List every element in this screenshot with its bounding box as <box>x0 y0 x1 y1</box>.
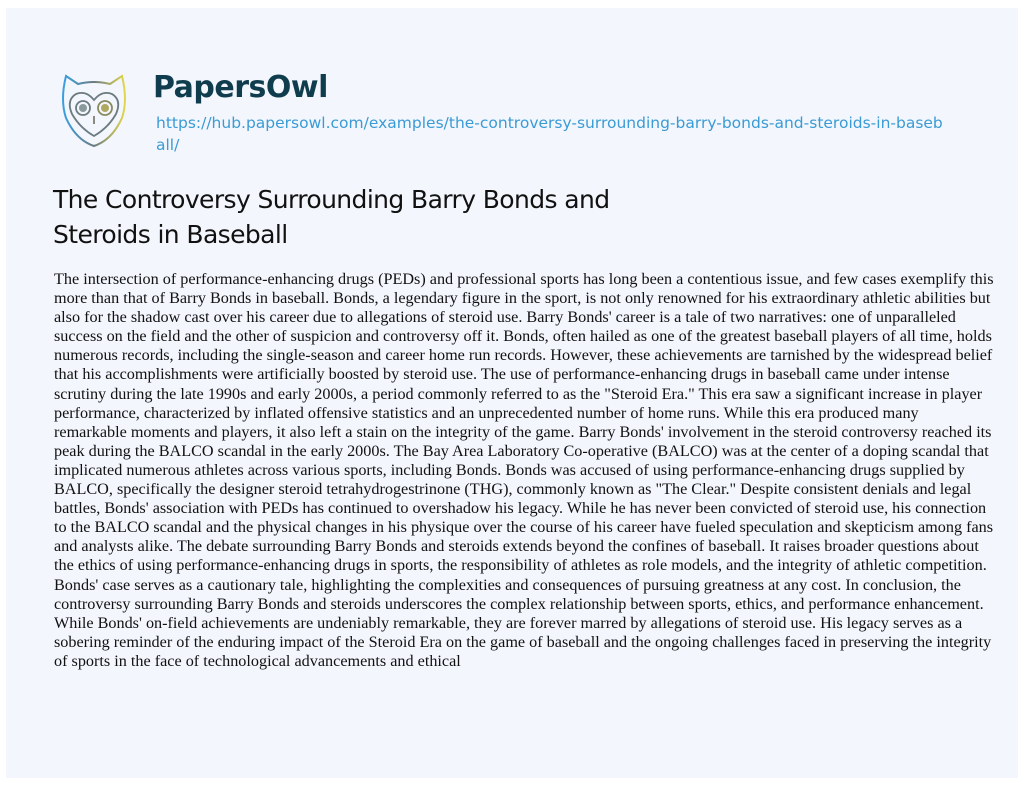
owl-logo-icon <box>58 70 130 148</box>
article-title: The Controversy Surrounding Barry Bonds and Steroids in Baseball <box>53 185 610 249</box>
document-panel <box>6 8 1018 778</box>
header <box>50 62 950 162</box>
article-body: The intersection of performance-enhancing drugs (PEDs) and professional sports has long been a contentious issue, and few cases exemplify this more than that of Barry Bonds in baseball. Bonds, a legendary figure in the sport, is not only renowned for his extraordinary athletic abilities but also for the shadow cast over his career due to allegations of steroid use. Barry Bonds' career is a tale of two narratives: one of unparalleled success on the field and the other of suspicion and controversy off it. Bonds, often hailed as one of the greatest baseball players of all time, holds numerous records, including the single-season and career home run records. However, these achievements are tarnished by the widespread belief that his accomplishments were artificially boosted by steroid use. The use of performance-enhancing drugs in baseball came under intense scrutiny during the late 1990s and early 2000s, a period commonly referred to as the "Steroid Era." This era saw a significant increase in player performance, characterized by inflated offensive statistics and an unprecedented number of home runs. While this era produced many remarkable moments and players, it also left a stain on the integrity of the game. Barry Bonds' involvement in the steroid controversy reached its peak during the BALCO scandal in the early 2000s. The Bay Area Laboratory Co-operative (BALCO) was at the center of a doping scandal that implicated numerous athletes across various sports, including Bonds. Bonds was accused of using performance-enhancing drugs supplied by BALCO, specifically the designer steroid tetrahydrogestrinone (THG), commonly known as "The Clear." Despite consistent denials and legal battles, Bonds' association with PEDs has continued to overshadow his legacy. While he has never been convicted of steroid use, his connection to the BALCO scandal and the physical changes in his physique over the course of his career have fueled speculation and skepticism among fans and analysts alike. The debate surrounding Barry Bonds and steroids extends beyond the confines of baseball. It raises broader questions about the ethics of using performance-enhancing drugs in sports, the responsibility of athletes as role models, and the integrity of athletic competition. Bonds' case serves as a cautionary tale, highlighting the complexities and consequences of pursuing greatness at any cost. In conclusion, the controversy surrounding Barry Bonds and steroids underscores the complex relationship between sports, ethics, and performance enhancement. While Bonds' on-field achievements are undeniably remarkable, they are forever marred by allegations of steroid use. His legacy serves as a sobering reminder of the enduring impact of the Steroid Era on the game of baseball and the ongoing challenges faced in preserving the integrity of sports in the face of technological advancements and ethical <box>54 270 994 670</box>
brand-name: PapersOwl <box>153 70 328 105</box>
source-url-link[interactable]: https://hub.papersowl.com/examples/the-controversy-surrounding-barry-bonds-and-steroids-in-baseball/ <box>156 114 943 154</box>
